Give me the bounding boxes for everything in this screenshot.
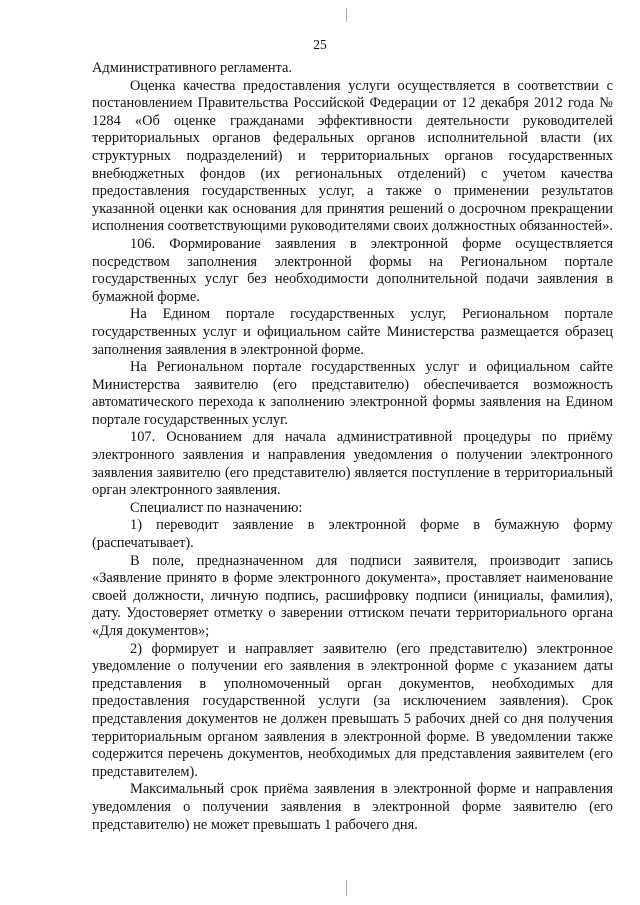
paragraph-sample-form: На Едином портале государственных услуг, Региональном портале государственных услуг и официальном сайте Министерства размещается образец заполнения заявления в электронной форме. — [92, 306, 613, 358]
scan-artifact — [346, 880, 347, 896]
list-item-2: 2) формирует и направляет заявителю (его представителю) электронное уведомление о получении его заявления в электронной форме с указанием даты представления в уполномоченный орган документов, необходимых для предоставления государственной услуги (за исключением заявления). Срок представления документов не должен превышать 5 рабочих дней со дня получения территориальным органом заявления в электронной форме. В уведомлении также содержится перечень документов, необходимых для представления заявителем (его представителем). — [92, 640, 613, 780]
document-body — [92, 60, 613, 834]
scan-artifact — [346, 8, 347, 22]
paragraph-signature-field: В поле, предназначенном для подписи заявителя, производит запись «Заявление принято в форме электронного документа», проставляет наименование своей должности, личную подпись, расшифровку подписи (инициалы, фамилия), дату. Удостоверяет отметку о заверении оттиском печати территориального органа «Для документов»; — [92, 552, 613, 639]
paragraph-auto-transition: На Региональном портале государственных услуг и официальном сайте Министерства заявителю (его представителю) обеспечивается возможность автоматического перехода к заполнению электронной формы заявления на Едином портале государственных услуг. — [92, 359, 613, 428]
paragraph-107: 107. Основанием для начала административной процедуры по приёму электронного заявления и направления уведомления о получении электронного заявления заявителю (его представителю) является поступление в территориальный орган электронного заявления. — [92, 429, 613, 499]
paragraph-specialist: Специалист по назначению: — [130, 499, 303, 516]
list-item-1: 1) переводит заявление в электронной форме в бумажную форму (распечатывает). — [92, 517, 613, 552]
paragraph-max-term: Максимальный срок приёма заявления в электронной форме и направления уведомления о получении заявления в электронной форме заявителю (его представителю) не может превышать 1 рабочего дня. — [92, 781, 613, 833]
paragraph-quality-assessment: Оценка качества предоставления услуги осуществляется в соответствии с постановлением Правительства Российской Федерации от 12 декабря 2012 года № 1284 «Об оценке гражданами эффективности деятельности руководителей территориальных органов федеральных органов исполнительной власти (их структурных подразделений) и территориальных органов государственных внебюджетных фондов (их региональных отделений) с учетом качества предоставления государственных услуг, а также о применении результатов указанной оценки как основания для принятия решений о досрочном прекращении исполнения соответствующими руководителями своих должностных обязанностей». — [92, 77, 613, 235]
paragraph-continuation: Административного регламента. — [92, 60, 292, 76]
paragraph-106: 106. Формирование заявления в электронной форме осуществляется посредством заполнения электронной формы на Региональном портале государственных услуг без необходимости дополнительной подачи заявления в бумажной форме. — [92, 235, 613, 305]
page-number: 25 — [313, 37, 327, 52]
